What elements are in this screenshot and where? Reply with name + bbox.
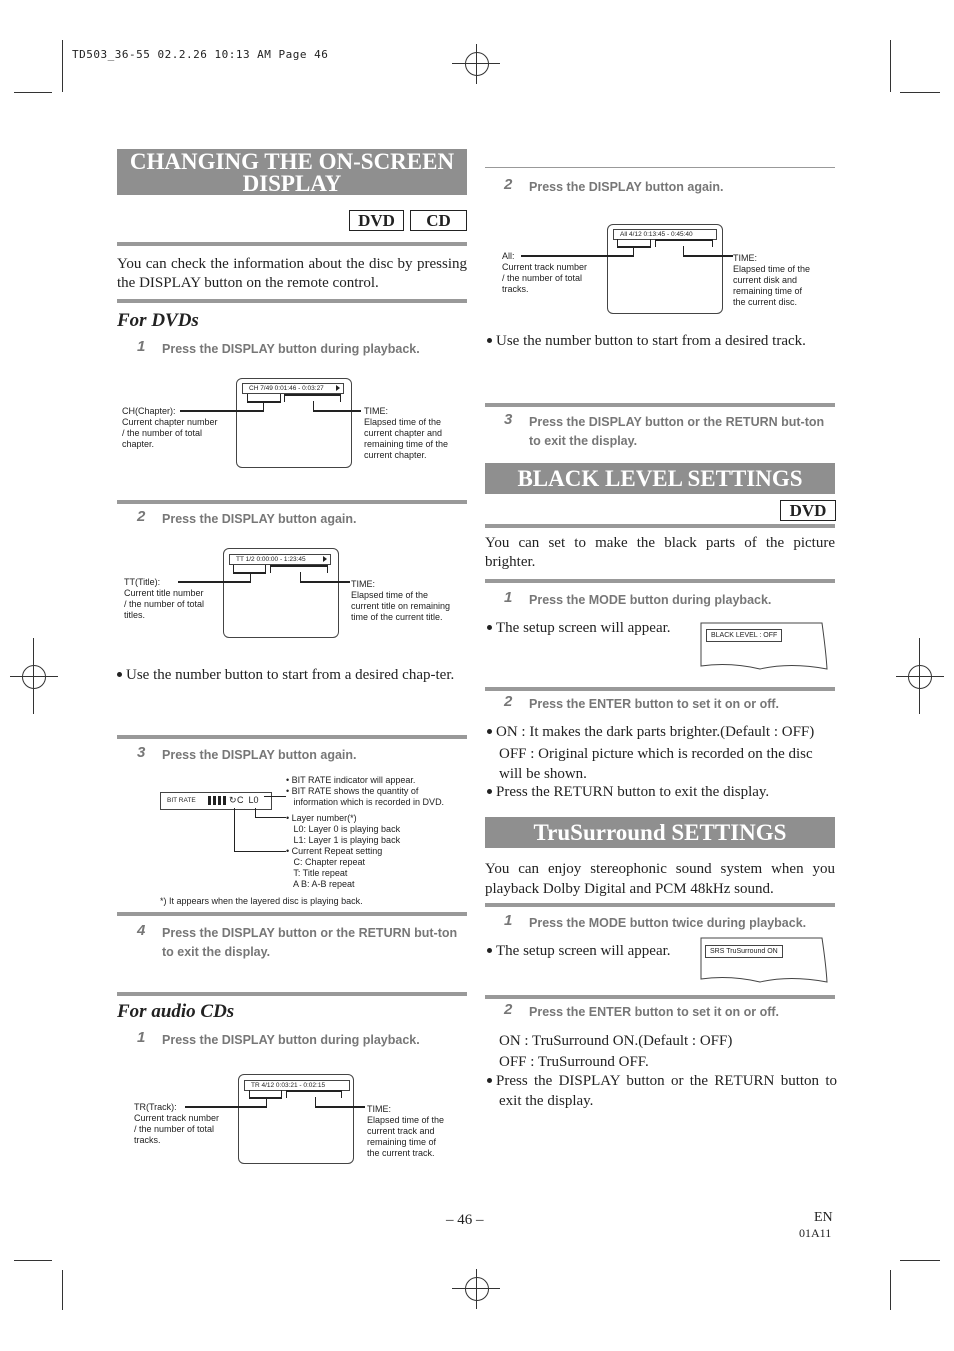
label-time: TIME: Elapsed time of the current title on remaining time of the current title.	[351, 579, 451, 622]
bitrate-notes: • BIT RATE indicator will appear. • BIT RATE shows the quantity of information which is recorded in DVD.	[286, 775, 445, 807]
leader-line	[270, 565, 328, 567]
label-track: TR(Track): Current track number / the number of total tracks.	[134, 1102, 220, 1145]
crop-mark	[14, 1260, 52, 1261]
crop-mark	[14, 92, 52, 93]
document-code: 01A11	[799, 1226, 832, 1240]
leader-line	[255, 817, 286, 818]
divider	[117, 992, 467, 996]
bullet-item	[487, 331, 837, 351]
section-title-trusurround: TruSurround SETTINGS	[485, 817, 835, 848]
bullet-icon	[487, 1078, 492, 1083]
osd-title-display: TT 1/2 0:00:00 - 1:23:45	[229, 554, 331, 565]
divider	[485, 903, 835, 907]
crop-mark	[452, 1288, 500, 1289]
osd-layer-repeat: C L0	[237, 795, 259, 805]
bullet-icon	[117, 672, 122, 677]
crop-mark	[476, 1269, 477, 1309]
leader-line	[234, 851, 286, 852]
crop-mark	[890, 1270, 891, 1310]
bullet-text: Press the RETURN button to exit the display.	[496, 784, 770, 800]
leader-line	[683, 255, 733, 257]
registration-mark-icon	[465, 52, 489, 76]
crop-mark	[896, 676, 944, 677]
bullet-text: The setup screen will appear.	[496, 943, 671, 959]
intro-text: You can check the information about the disc by pressing the DISPLAY button on the remote control.	[117, 256, 467, 291]
step-number: 2	[504, 176, 513, 193]
off-description: OFF : TruSurround OFF.	[499, 1054, 649, 1070]
divider	[485, 524, 835, 528]
bitrate-bar-icon	[208, 796, 211, 805]
step-text: Press the DISPLAY button again.	[162, 748, 357, 762]
bullet-item	[487, 782, 837, 802]
intro-text: You can enjoy stereophonic sound system when you playback Dolby Digital and PCM 48kHz sound.	[485, 861, 835, 897]
bullet-icon	[487, 338, 492, 343]
label-chapter: CH(Chapter): Current chapter number / the number of total chapter.	[122, 406, 218, 449]
language-code: EN	[814, 1210, 833, 1225]
bullet-text: Use the number button to start from a desired track.	[496, 333, 806, 349]
step-text: Press the ENTER button to set it on or off.	[529, 697, 779, 711]
page-number: – 46 –	[446, 1212, 484, 1228]
registration-mark-icon	[908, 665, 932, 689]
divider	[117, 500, 467, 504]
step-text: Press the MODE button twice during playback.	[529, 916, 807, 930]
step-text: Press the ENTER button to set it on or off.	[529, 1005, 779, 1019]
cd-badge: CD	[410, 210, 467, 231]
leader-line	[300, 581, 350, 583]
step-number: 4	[137, 922, 146, 939]
step-number: 1	[137, 1029, 146, 1046]
step-text: Press the DISPLAY button again.	[529, 180, 724, 194]
trusurround-osd: SRS TruSurround ON	[705, 945, 783, 958]
divider	[117, 242, 467, 246]
label-time: TIME: Elapsed time of the current chapter and remaining time of the current chapter.	[364, 406, 449, 460]
bullet-item	[117, 665, 467, 685]
dvd-badge: DVD	[780, 500, 836, 521]
bullet-text: Use the number button to start from a desired chap-ter.	[126, 667, 455, 683]
step-text: Press the DISPLAY button again.	[162, 512, 357, 526]
bullet-item	[487, 1071, 837, 1111]
divider	[485, 167, 835, 168]
divider	[117, 735, 467, 739]
divider	[485, 579, 835, 583]
crop-mark	[62, 40, 63, 92]
osd-all-display: All 4/12 0:13:45 - 0:45:40	[613, 229, 717, 240]
step-number: 2	[504, 1001, 513, 1018]
crop-mark	[62, 1270, 63, 1310]
step-text: Press the DISPLAY button or the RETURN but-ton to exit the display.	[162, 926, 458, 959]
step-text: Press the DISPLAY button during playback.	[162, 1033, 420, 1047]
footnote: *) It appears when the layered disc is playing back.	[160, 896, 363, 906]
label-all: All: Current track number / the number of total tracks.	[502, 251, 588, 294]
step-number: 3	[137, 744, 146, 761]
intro-text: You can set to make the black parts of the picture brighter.	[485, 535, 835, 570]
step-number: 3	[504, 411, 513, 428]
crop-mark	[476, 44, 477, 84]
divider	[117, 912, 467, 916]
step-text: Press the MODE button during playback.	[529, 593, 772, 607]
crop-mark	[900, 1260, 940, 1261]
section-title-changing-display: CHANGING THE ON-SCREEN DISPLAY	[117, 149, 467, 195]
bitrate-bar-icon	[223, 796, 226, 805]
on-description: ON : TruSurround ON.(Default : OFF)	[499, 1033, 733, 1049]
bullet-item	[487, 618, 671, 638]
bullet-icon	[487, 625, 492, 630]
setup-screen-illustration	[700, 937, 828, 983]
print-header: TD503_36-55 02.2.26 10:13 AM Page 46	[72, 48, 329, 61]
divider	[485, 403, 835, 407]
layer-repeat-notes: • Layer number(*) L0: Layer 0 is playing back L1: Layer 1 is playing back • Current Repeat setting C: Chapter repeat T: Title repeat A B: A-B repeat	[286, 813, 401, 889]
leader-line	[247, 401, 281, 403]
step-text: Press the DISPLAY button during playback.	[162, 342, 420, 356]
step-number: 1	[137, 338, 146, 355]
section-title-black-level: BLACK LEVEL SETTINGS	[485, 463, 835, 494]
leader-line	[234, 808, 235, 852]
repeat-icon: ↻	[229, 795, 237, 805]
bullet-text: ON : It makes the dark parts brighter.(Default : OFF)	[496, 724, 815, 740]
subheading-for-audio-cds: For audio CDs	[117, 1001, 235, 1022]
osd-chapter-display: CH 7/49 0:01:46 - 0:03:27	[242, 383, 344, 394]
bullet-icon	[487, 729, 492, 734]
leader-line	[655, 239, 713, 241]
bullet-icon	[487, 789, 492, 794]
subheading-for-dvds: For DVDs	[117, 310, 199, 331]
leader-line	[286, 1090, 342, 1092]
bullet-icon	[487, 948, 492, 953]
leader-line	[264, 796, 286, 797]
divider	[485, 687, 835, 691]
step-number: 2	[137, 508, 146, 525]
registration-mark-icon	[465, 1277, 489, 1301]
bullet-item	[487, 941, 671, 961]
step-number: 1	[504, 912, 513, 929]
crop-mark	[452, 63, 500, 64]
bitrate-bar-icon	[213, 796, 216, 805]
osd-track-display: TR 4/12 0:03:21 - 0:02:15	[244, 1080, 350, 1091]
leader-line	[313, 410, 361, 412]
bullet-text: The setup screen will appear.	[496, 620, 671, 636]
label-title: TT(Title): Current title number / the number of total titles.	[124, 577, 205, 620]
bitrate-label: BIT RATE	[167, 797, 196, 804]
black-level-osd: BLACK LEVEL : OFF	[706, 629, 782, 642]
step-number: 2	[504, 693, 513, 710]
registration-mark-icon	[22, 665, 46, 689]
step-number: 1	[504, 589, 513, 606]
leader-line	[284, 394, 341, 396]
divider	[117, 299, 467, 303]
bitrate-bar-icon	[218, 796, 221, 805]
play-icon	[323, 556, 327, 562]
dvd-badge: DVD	[349, 210, 404, 231]
divider	[485, 995, 835, 999]
crop-mark	[890, 40, 891, 92]
step-text: Press the DISPLAY button or the RETURN but-ton to exit the display.	[529, 415, 825, 448]
crop-mark	[900, 92, 940, 93]
crop-mark	[10, 676, 58, 677]
leader-line	[617, 246, 651, 248]
bullet-item	[487, 722, 837, 742]
label-time: TIME: Elapsed time of the current track and remaining time of the current track.	[367, 1104, 445, 1158]
bullet-text: Press the DISPLAY button or the RETURN button to exit the display.	[496, 1073, 837, 1109]
play-icon	[336, 385, 340, 391]
leader-line	[315, 1106, 365, 1108]
off-description: OFF : Original picture which is recorded on the disc will be shown.	[499, 746, 813, 782]
label-time: TIME: Elapsed time of the current disk and remaining time of the current disc.	[733, 253, 811, 307]
